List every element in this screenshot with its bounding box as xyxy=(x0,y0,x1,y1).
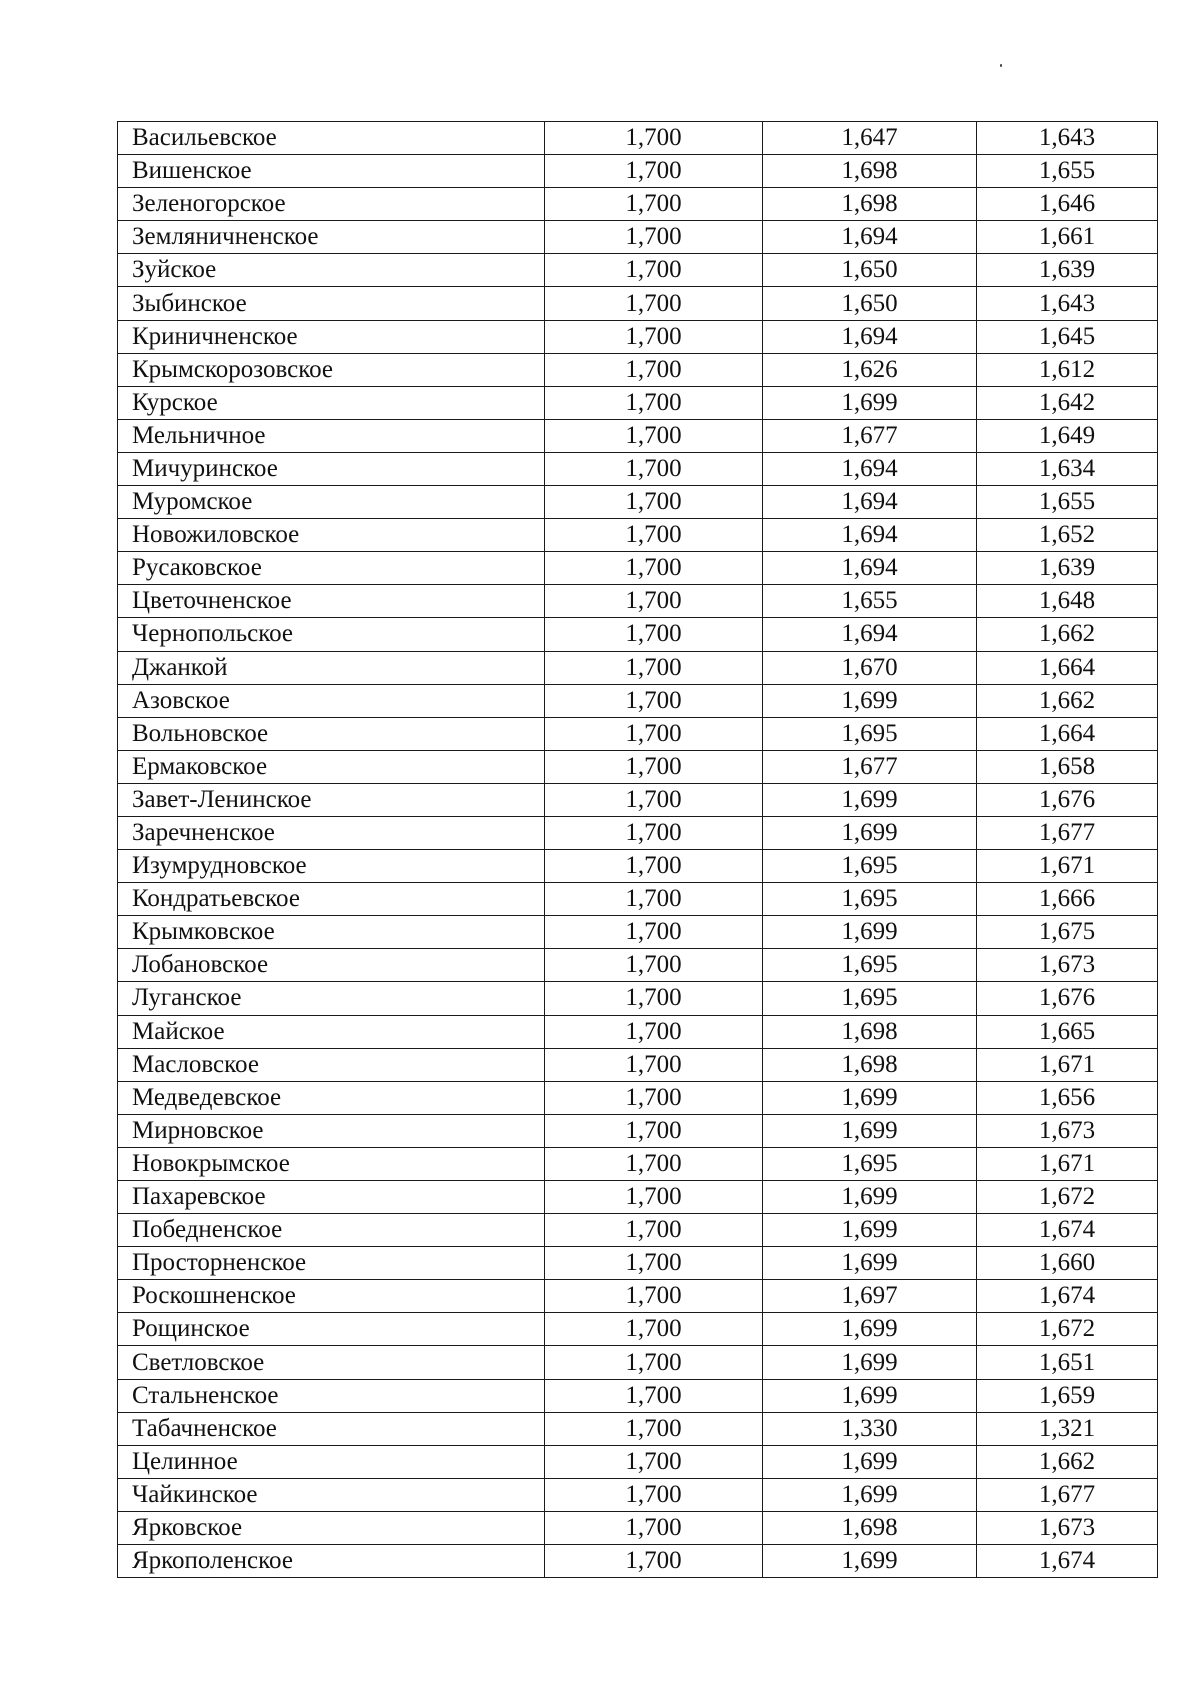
value-cell-1: 1,700 xyxy=(545,452,763,485)
value-cell-3: 1,639 xyxy=(977,552,1158,585)
table-row xyxy=(118,750,1158,783)
table-row xyxy=(118,221,1158,254)
settlement-name-cell: Целинное xyxy=(118,1445,545,1478)
value-cell-3: 1,671 xyxy=(977,1147,1158,1180)
value-cell-1: 1,700 xyxy=(545,1147,763,1180)
value-cell-2: 1,699 xyxy=(763,1214,977,1247)
value-cell-1: 1,700 xyxy=(545,1379,763,1412)
value-cell-1: 1,700 xyxy=(545,1445,763,1478)
value-cell-2: 1,695 xyxy=(763,717,977,750)
value-cell-3: 1,664 xyxy=(977,717,1158,750)
value-cell-2: 1,699 xyxy=(763,1081,977,1114)
value-cell-1: 1,700 xyxy=(545,717,763,750)
value-cell-3: 1,662 xyxy=(977,1445,1158,1478)
value-cell-3: 1,655 xyxy=(977,486,1158,519)
value-cell-2: 1,670 xyxy=(763,651,977,684)
table-row xyxy=(118,419,1158,452)
value-cell-1: 1,700 xyxy=(545,1280,763,1313)
value-cell-3: 1,655 xyxy=(977,155,1158,188)
table-row xyxy=(118,1247,1158,1280)
table-row xyxy=(118,684,1158,717)
table-row xyxy=(118,320,1158,353)
value-cell-3: 1,672 xyxy=(977,1313,1158,1346)
table-row xyxy=(118,717,1158,750)
value-cell-3: 1,643 xyxy=(977,122,1158,155)
value-cell-1: 1,700 xyxy=(545,221,763,254)
table-row xyxy=(118,552,1158,585)
table-row xyxy=(118,982,1158,1015)
settlement-name-cell: Мирновское xyxy=(118,1114,545,1147)
settlement-name-cell: Зеленогорское xyxy=(118,188,545,221)
value-cell-2: 1,699 xyxy=(763,1181,977,1214)
table-row xyxy=(118,386,1158,419)
value-cell-3: 1,674 xyxy=(977,1545,1158,1578)
settlement-name-cell: Васильевское xyxy=(118,122,545,155)
settlement-name-cell: Луганское xyxy=(118,982,545,1015)
value-cell-1: 1,700 xyxy=(545,850,763,883)
settlement-name-cell: Масловское xyxy=(118,1048,545,1081)
value-cell-2: 1,699 xyxy=(763,386,977,419)
value-cell-3: 1,658 xyxy=(977,750,1158,783)
table-row xyxy=(118,1412,1158,1445)
value-cell-3: 1,612 xyxy=(977,353,1158,386)
table-row xyxy=(118,1147,1158,1180)
settlement-name-cell: Победненское xyxy=(118,1214,545,1247)
value-cell-3: 1,649 xyxy=(977,419,1158,452)
value-cell-3: 1,664 xyxy=(977,651,1158,684)
settlement-name-cell: Криничненское xyxy=(118,320,545,353)
table-row xyxy=(118,1015,1158,1048)
value-cell-1: 1,700 xyxy=(545,783,763,816)
settlement-name-cell: Азовское xyxy=(118,684,545,717)
settlement-name-cell: Новожиловское xyxy=(118,519,545,552)
value-cell-1: 1,700 xyxy=(545,486,763,519)
settlement-name-cell: Светловское xyxy=(118,1346,545,1379)
value-cell-2: 1,699 xyxy=(763,684,977,717)
value-cell-1: 1,700 xyxy=(545,883,763,916)
value-cell-3: 1,673 xyxy=(977,949,1158,982)
table-row xyxy=(118,1048,1158,1081)
settlement-name-cell: Зыбинское xyxy=(118,287,545,320)
value-cell-1: 1,700 xyxy=(545,1247,763,1280)
table-row xyxy=(118,916,1158,949)
table-row xyxy=(118,783,1158,816)
settlement-name-cell: Крымковское xyxy=(118,916,545,949)
settlement-name-cell: Вишенское xyxy=(118,155,545,188)
value-cell-2: 1,699 xyxy=(763,1545,977,1578)
settlement-name-cell: Заречненское xyxy=(118,816,545,849)
value-cell-3: 1,674 xyxy=(977,1214,1158,1247)
value-cell-1: 1,700 xyxy=(545,353,763,386)
value-cell-2: 1,650 xyxy=(763,254,977,287)
settlement-name-cell: Джанкой xyxy=(118,651,545,684)
value-cell-1: 1,700 xyxy=(545,816,763,849)
table-row xyxy=(118,122,1158,155)
value-cell-3: 1,676 xyxy=(977,783,1158,816)
value-cell-1: 1,700 xyxy=(545,419,763,452)
value-cell-3: 1,639 xyxy=(977,254,1158,287)
value-cell-1: 1,700 xyxy=(545,287,763,320)
value-cell-2: 1,626 xyxy=(763,353,977,386)
settlement-name-cell: Медведевское xyxy=(118,1081,545,1114)
value-cell-3: 1,674 xyxy=(977,1280,1158,1313)
value-cell-3: 1,651 xyxy=(977,1346,1158,1379)
value-cell-3: 1,656 xyxy=(977,1081,1158,1114)
table-row xyxy=(118,1280,1158,1313)
settlement-name-cell: Рощинское xyxy=(118,1313,545,1346)
settlement-name-cell: Цветочненское xyxy=(118,585,545,618)
settlement-name-cell: Яркополенское xyxy=(118,1545,545,1578)
settlement-name-cell: Мельничное xyxy=(118,419,545,452)
value-cell-2: 1,699 xyxy=(763,1379,977,1412)
value-cell-1: 1,700 xyxy=(545,1181,763,1214)
value-cell-2: 1,695 xyxy=(763,982,977,1015)
settlement-name-cell: Роскошненское xyxy=(118,1280,545,1313)
value-cell-3: 1,634 xyxy=(977,452,1158,485)
value-cell-1: 1,700 xyxy=(545,1313,763,1346)
value-cell-3: 1,661 xyxy=(977,221,1158,254)
value-cell-2: 1,697 xyxy=(763,1280,977,1313)
settlement-name-cell: Лобановское xyxy=(118,949,545,982)
value-cell-1: 1,700 xyxy=(545,651,763,684)
value-cell-1: 1,700 xyxy=(545,552,763,585)
value-cell-1: 1,700 xyxy=(545,122,763,155)
table-row xyxy=(118,486,1158,519)
value-cell-3: 1,321 xyxy=(977,1412,1158,1445)
table-row xyxy=(118,1511,1158,1544)
table-row xyxy=(118,949,1158,982)
value-cell-1: 1,700 xyxy=(545,949,763,982)
value-cell-3: 1,646 xyxy=(977,188,1158,221)
value-cell-3: 1,665 xyxy=(977,1015,1158,1048)
value-cell-1: 1,700 xyxy=(545,188,763,221)
value-cell-2: 1,699 xyxy=(763,1445,977,1478)
data-table xyxy=(117,121,1158,1578)
value-cell-2: 1,699 xyxy=(763,816,977,849)
value-cell-3: 1,662 xyxy=(977,618,1158,651)
value-cell-2: 1,699 xyxy=(763,1114,977,1147)
value-cell-1: 1,700 xyxy=(545,585,763,618)
value-cell-1: 1,700 xyxy=(545,1511,763,1544)
table-row xyxy=(118,1214,1158,1247)
settlement-name-cell: Земляничненское xyxy=(118,221,545,254)
value-cell-1: 1,700 xyxy=(545,684,763,717)
value-cell-1: 1,700 xyxy=(545,519,763,552)
value-cell-2: 1,695 xyxy=(763,883,977,916)
value-cell-2: 1,650 xyxy=(763,287,977,320)
value-cell-1: 1,700 xyxy=(545,1048,763,1081)
settlement-name-cell: Завет-Ленинское xyxy=(118,783,545,816)
value-cell-3: 1,675 xyxy=(977,916,1158,949)
table-row xyxy=(118,1081,1158,1114)
value-cell-3: 1,676 xyxy=(977,982,1158,1015)
settlement-name-cell: Майское xyxy=(118,1015,545,1048)
value-cell-2: 1,698 xyxy=(763,155,977,188)
settlement-name-cell: Крымскорозовское xyxy=(118,353,545,386)
value-cell-1: 1,700 xyxy=(545,1346,763,1379)
settlement-name-cell: Зуйское xyxy=(118,254,545,287)
value-cell-1: 1,700 xyxy=(545,1545,763,1578)
table-row xyxy=(118,1114,1158,1147)
value-cell-3: 1,677 xyxy=(977,816,1158,849)
table-row xyxy=(118,651,1158,684)
settlement-name-cell: Новокрымское xyxy=(118,1147,545,1180)
settlement-name-cell: Стальненское xyxy=(118,1379,545,1412)
value-cell-2: 1,695 xyxy=(763,850,977,883)
table-body xyxy=(118,122,1158,1578)
settlement-name-cell: Чайкинское xyxy=(118,1478,545,1511)
table-row xyxy=(118,585,1158,618)
table-row xyxy=(118,287,1158,320)
settlement-name-cell: Пахаревское xyxy=(118,1181,545,1214)
value-cell-1: 1,700 xyxy=(545,1478,763,1511)
table-row xyxy=(118,188,1158,221)
settlement-name-cell: Кондратьевское xyxy=(118,883,545,916)
value-cell-1: 1,700 xyxy=(545,254,763,287)
table-row xyxy=(118,1379,1158,1412)
table-row xyxy=(118,1181,1158,1214)
settlement-name-cell: Русаковское xyxy=(118,552,545,585)
table-row xyxy=(118,254,1158,287)
value-cell-3: 1,671 xyxy=(977,1048,1158,1081)
table-row xyxy=(118,1346,1158,1379)
value-cell-3: 1,662 xyxy=(977,684,1158,717)
value-cell-1: 1,700 xyxy=(545,320,763,353)
value-cell-1: 1,700 xyxy=(545,386,763,419)
settlement-name-cell: Мичуринское xyxy=(118,452,545,485)
value-cell-3: 1,659 xyxy=(977,1379,1158,1412)
value-cell-3: 1,671 xyxy=(977,850,1158,883)
value-cell-2: 1,677 xyxy=(763,750,977,783)
value-cell-1: 1,700 xyxy=(545,618,763,651)
value-cell-3: 1,642 xyxy=(977,386,1158,419)
value-cell-2: 1,698 xyxy=(763,1015,977,1048)
table-row xyxy=(118,816,1158,849)
table-row xyxy=(118,883,1158,916)
value-cell-2: 1,699 xyxy=(763,783,977,816)
value-cell-2: 1,695 xyxy=(763,1147,977,1180)
settlement-name-cell: Табачненское xyxy=(118,1412,545,1445)
settlement-name-cell: Ярковское xyxy=(118,1511,545,1544)
value-cell-2: 1,694 xyxy=(763,552,977,585)
settlement-name-cell: Ермаковское xyxy=(118,750,545,783)
value-cell-2: 1,699 xyxy=(763,1313,977,1346)
value-cell-3: 1,645 xyxy=(977,320,1158,353)
value-cell-3: 1,672 xyxy=(977,1181,1158,1214)
table-row xyxy=(118,1478,1158,1511)
value-cell-2: 1,699 xyxy=(763,916,977,949)
value-cell-1: 1,700 xyxy=(545,155,763,188)
table-row xyxy=(118,353,1158,386)
value-cell-1: 1,700 xyxy=(545,982,763,1015)
value-cell-1: 1,700 xyxy=(545,1114,763,1147)
value-cell-2: 1,694 xyxy=(763,320,977,353)
value-cell-1: 1,700 xyxy=(545,1015,763,1048)
settlement-name-cell: Просторненское xyxy=(118,1247,545,1280)
value-cell-2: 1,699 xyxy=(763,1247,977,1280)
value-cell-3: 1,643 xyxy=(977,287,1158,320)
value-cell-2: 1,647 xyxy=(763,122,977,155)
value-cell-1: 1,700 xyxy=(545,916,763,949)
value-cell-3: 1,666 xyxy=(977,883,1158,916)
value-cell-1: 1,700 xyxy=(545,750,763,783)
settlement-name-cell: Изумрудновское xyxy=(118,850,545,883)
value-cell-3: 1,652 xyxy=(977,519,1158,552)
value-cell-2: 1,699 xyxy=(763,1346,977,1379)
settlement-name-cell: Курское xyxy=(118,386,545,419)
value-cell-2: 1,330 xyxy=(763,1412,977,1445)
value-cell-2: 1,698 xyxy=(763,188,977,221)
value-cell-3: 1,677 xyxy=(977,1478,1158,1511)
value-cell-3: 1,648 xyxy=(977,585,1158,618)
value-cell-2: 1,698 xyxy=(763,1048,977,1081)
table-row xyxy=(118,1445,1158,1478)
value-cell-3: 1,673 xyxy=(977,1511,1158,1544)
value-cell-2: 1,694 xyxy=(763,452,977,485)
table-row xyxy=(118,155,1158,188)
table-row xyxy=(118,618,1158,651)
value-cell-2: 1,694 xyxy=(763,221,977,254)
value-cell-2: 1,699 xyxy=(763,1478,977,1511)
value-cell-2: 1,694 xyxy=(763,618,977,651)
table-row xyxy=(118,452,1158,485)
table-row xyxy=(118,1313,1158,1346)
value-cell-1: 1,700 xyxy=(545,1412,763,1445)
value-cell-2: 1,698 xyxy=(763,1511,977,1544)
scan-speck xyxy=(1000,64,1002,67)
value-cell-1: 1,700 xyxy=(545,1081,763,1114)
value-cell-3: 1,660 xyxy=(977,1247,1158,1280)
value-cell-2: 1,677 xyxy=(763,419,977,452)
value-cell-1: 1,700 xyxy=(545,1214,763,1247)
table-row xyxy=(118,850,1158,883)
value-cell-2: 1,694 xyxy=(763,519,977,552)
table-row xyxy=(118,1545,1158,1578)
value-cell-2: 1,655 xyxy=(763,585,977,618)
settlement-name-cell: Вольновское xyxy=(118,717,545,750)
value-cell-3: 1,673 xyxy=(977,1114,1158,1147)
settlement-name-cell: Муромское xyxy=(118,486,545,519)
table-row xyxy=(118,519,1158,552)
value-cell-2: 1,694 xyxy=(763,486,977,519)
settlement-name-cell: Чернопольское xyxy=(118,618,545,651)
value-cell-2: 1,695 xyxy=(763,949,977,982)
